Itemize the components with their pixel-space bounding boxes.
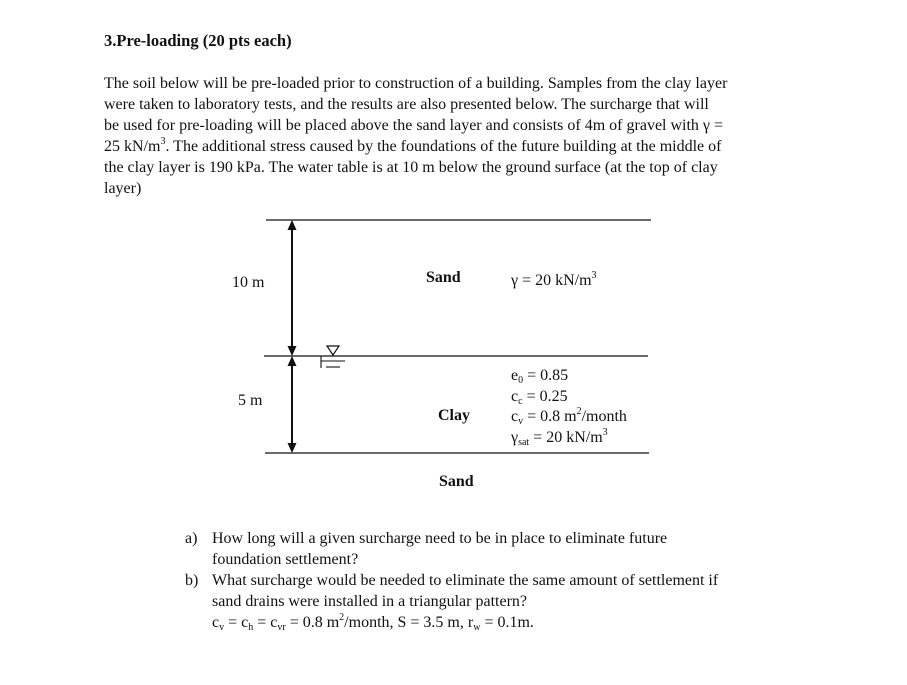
- problem-title: 3.Pre-loading (20 pts each): [104, 31, 292, 50]
- question-marker: b): [185, 572, 199, 589]
- water-table-icon: [321, 346, 345, 368]
- question-line: What surcharge would be needed to eliminate the same amount of settlement if: [212, 572, 719, 589]
- sand-bottom-label: Sand: [439, 473, 474, 490]
- statement-line: 25 $kN/m^3$. The additional stress caused by the foundations of the future building at the middle of: [104, 136, 722, 155]
- dimension-arrow-10m: [288, 220, 297, 356]
- statement-line: be used for pre-loading will be placed above the sand layer and consists of 4m of gravel with γ =: [104, 117, 724, 134]
- clay-cc: $c_c = 0.25$: [511, 387, 568, 407]
- clay-label: Clay: [438, 407, 470, 424]
- question-line: How long will a given surcharge need to be in place to eliminate future: [212, 530, 668, 547]
- question-line: foundation settlement?: [212, 551, 359, 568]
- question-formula: $c_v = c_h = c_{vr} = 0.8$ $m^2$/month, S = 3.5 m, $r_w = 0.1m$.: [212, 612, 534, 633]
- clay-gamma-sat: $\gamma_{sat} = 20$ $kN/m^3$: [511, 426, 608, 448]
- question-b: [185, 570, 718, 633]
- sand-unit-weight: γ = 20 $kN/m^3$: [511, 270, 597, 289]
- clay-properties: [511, 366, 627, 448]
- question-marker: a): [185, 530, 198, 547]
- statement-line: layer): [104, 180, 142, 197]
- question-line: sand drains were installed in a triangular pattern?: [212, 593, 527, 610]
- dimension-arrow-5m: [288, 356, 297, 453]
- statement-line: the clay layer is 190 kPa. The water table is at 10 m below the ground surface (at the top of clay: [104, 159, 718, 176]
- question-a: [185, 528, 718, 570]
- question-list: [185, 528, 718, 633]
- clay-cv: $c_v = 0.8$ $m^2$/month: [511, 406, 627, 427]
- clay-e0: $e_0 = 0.85$: [511, 367, 569, 386]
- statement-line: were taken to laboratory tests, and the results are also presented below. The surcharge that will: [104, 96, 709, 113]
- statement-line: The soil below will be pre-loaded prior to construction of a building. Samples from the clay layer: [104, 75, 728, 92]
- clay-thickness-label: 5 m: [238, 392, 263, 409]
- sand-top-label: Sand: [426, 269, 461, 286]
- sand-thickness-label: 10 m: [232, 274, 265, 291]
